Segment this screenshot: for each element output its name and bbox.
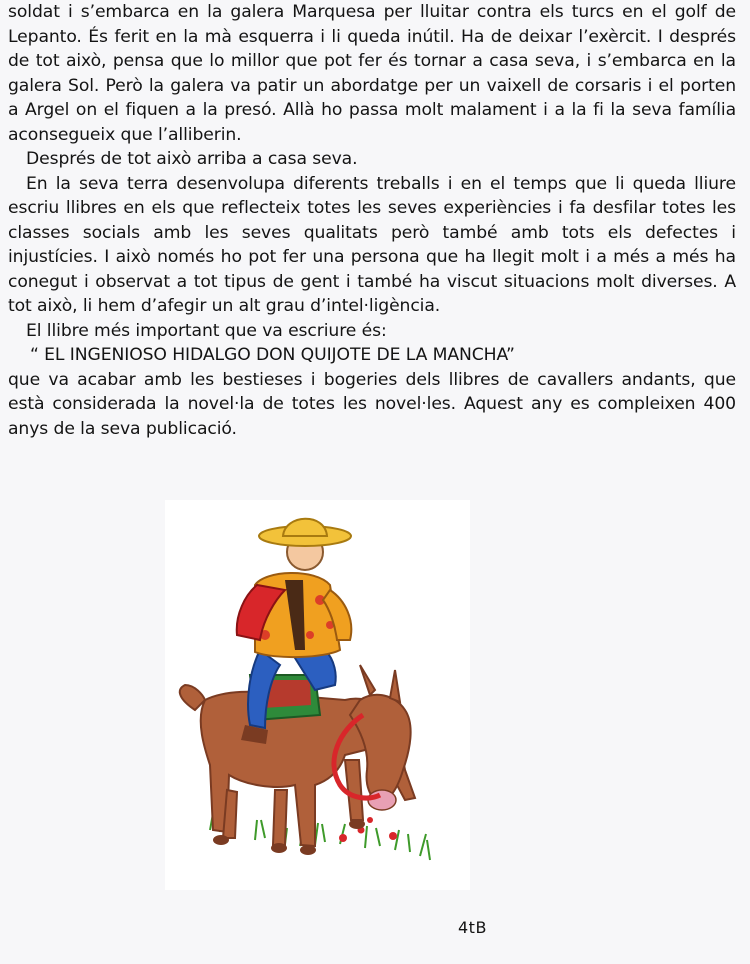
rider-on-donkey-drawing — [165, 500, 470, 890]
paragraph-2: Després de tot això arriba a casa seva. — [26, 149, 358, 169]
book-title: “ EL INGENIOSO HIDALGO DON QUIJOTE DE LA MANCHA” — [30, 345, 515, 365]
body-text — [8, 0, 736, 441]
rider-hat-crown — [283, 519, 327, 536]
paragraph-4: El llibre més important que va escriure és: — [26, 320, 387, 341]
red-flowers — [339, 817, 397, 842]
page-number: 4tB — [458, 918, 487, 937]
don-quixote-illustration — [165, 500, 470, 890]
paragraph-3: En la seva terra desenvolupa diferents treballs i en el temps que li queda lliure escriu llibres en els que reflecteix totes les seves experiències i fa desfilar totes les classes socials amb les seves qualitats però també amb tots els defectes i injustícies. I això només ho pot fer una persona que ha llegit molt i a més a més ha conegut i observat a tot tipus de gent i també ha viscut situacions molt diverses. A tot això, li hem d’afegir un alt grau d’intel·ligència. — [8, 173, 736, 316]
paragraph-5: que va acabar amb les bestieses i bogeries dels llibres de cavallers andants, que està considerada la novel·la de totes les novel·les. Aquest any es compleixen 400 anys de la seva publicació. — [8, 369, 736, 439]
grass-patch — [210, 808, 430, 860]
paragraph-1: soldat i s’embarca en la galera Marquesa per lluitar contra els turcs en el golf de Lepanto. És ferit en la mà esquerra i li queda inútil. Ha de deixar l’exèrcit. I després de tot això, pensa que lo millor que pot fer és tornar a casa seva, i s’embarca en la galera Sol. Però la galera va patir un abordatge per un vaixell de corsaris i el porten a Argel on el fiquen a la presó. Allà ho passa molt malament i a la fi la seva família aconsegueix que l’alliberin. — [8, 2, 736, 145]
